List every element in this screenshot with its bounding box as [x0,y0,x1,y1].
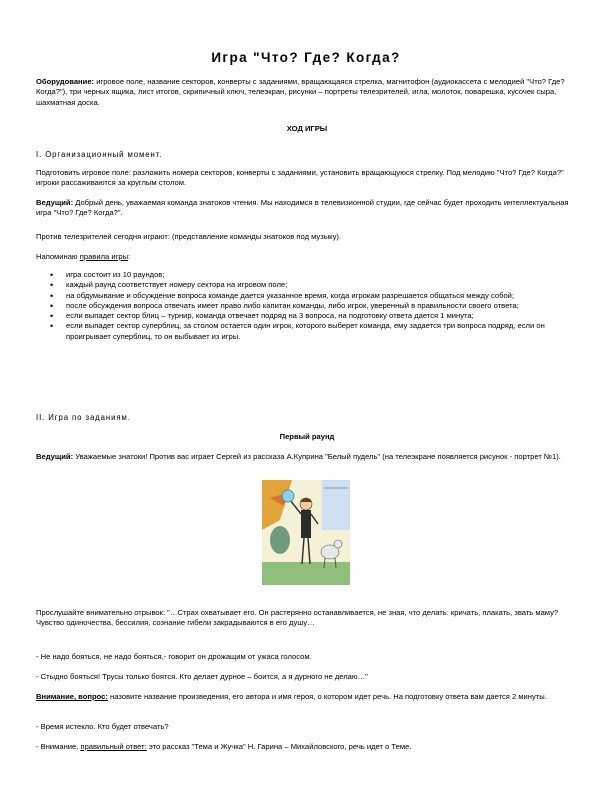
host-intro-paragraph [36,198,578,219]
preparation-paragraph: Подготовить игровое поле: разложить номера секторов, конверты с заданиями, установить вращающуюся стрелку. Под мелодию "Что? Где? Когда?" игроки рассаживаются за круглым столом. [36,168,564,188]
page-title: Игра "Что? Где? Когда? [211,50,401,65]
equipment-paragraph [36,77,578,108]
quote-paragraph: - Не надо бояться, не надо бояться,- говорит он дрожащим от ужаса голосом. [36,652,312,661]
excerpt-paragraph: Прослушайте внимательно отрывок: "…Страх охватывает его. Он растерянно останавливается, не зная, что делать: кричать, плакать, звать маму? Чувство одиночества, бессилия, сознание гибели закрадываются в его душу… [36,608,559,628]
rule-item: • каждый раунд соответствует номеру сектора на игровом поле; [48,280,578,290]
rules-link: правила игры [79,252,129,261]
equipment-text: игровое поле, название секторов, конверты с заданиями, вращающаяся стрелка, магнитофон (аудиокассета с мелодией "Что? Где? Когда?"), три черных ящика, лист итогов, скрипичный ключ, телеэкран, рисунки – портреты телезрителей, игла, молоток, поварешка, кусочек сыра, шахматная доска. [36,77,565,107]
equipment-label: Оборудование: [36,77,95,86]
rule-item: • на обдумывание и обсуждение вопроса команде дается указанное время, когда игрокам разрешается общаться между собой; [48,291,578,301]
section-heading-organization: I. Организационный момент. [36,150,163,159]
host-label: Ведущий: [36,198,74,207]
time-up-paragraph: - Время истекло. Кто будет отвечать? [36,722,169,731]
rule-item: • если выпадет сектор блиц – турнир, команда отвечает подряд на 3 вопроса, на подготовку ответа дается 1 минута; [48,311,578,321]
rule-item: • после обсуждения вопроса отвечать имеет право либо капитан команды, либо игрок, уверенный в правильности своего ответа; [48,301,578,311]
rule-item: • если выпадет сектор суперблиц, за столом остается один игрок, которого выберет команда, ему задается три вопроса подряд, если он проигрывает суперблиц, то он выбывает из игры. [48,321,578,342]
game-heading: ХОД ИГРЫ [286,124,328,133]
host-intro-text: Добрый день, уважаемая команда знатоков чтения. Мы находимся в телевизионной студии, где сейчас будет проходить интеллектуальная игра "Что? Где? Когда?". [36,198,569,218]
host-round-text: Уважаемые знатоки! Против вас играет Сергей из рассказа А.Куприна "Белый пудель" (на телеэкране появляется рисунок - портрет №1). [73,452,561,461]
host-label: Ведущий: [36,452,74,461]
rules-intro: Напоминаю правила игры: [36,252,131,261]
question-label: Внимание, вопрос: [36,692,108,701]
section-heading-game: II. Игра по заданиям. [36,413,131,422]
answer-label: правильный ответ: [80,742,147,751]
rules-list [48,270,578,342]
question-text: назовите название произведения, его автора и имя героя, о котором идет речь. На подготовку ответа вам дается 2 минуты. [107,692,547,701]
question-paragraph [36,692,578,702]
answer-text: это рассказ "Тема и Жучка" Н. Гарина – Михайловского, речь идет о Теме. [146,742,412,751]
portrait-illustration [262,480,350,585]
rule-item: • игра состоит из 10 раундов; [48,270,578,280]
round-title: Первый раунд [279,432,335,441]
quote-paragraph: - Стыдно бояться! Трусы только боятся. Кто делает дурное – боится, а я дурного не делаю…" [36,672,368,681]
answer-paragraph: - Внимание, правильный ответ: это рассказ "Тема и Жучка" Н. Гарина – Михайловского, речь идет о Теме. [36,742,412,751]
host-round-paragraph [36,452,578,462]
opponents-paragraph: Против телезрителей сегодня играют: (представление команды знатоков под музыку). [36,232,342,241]
